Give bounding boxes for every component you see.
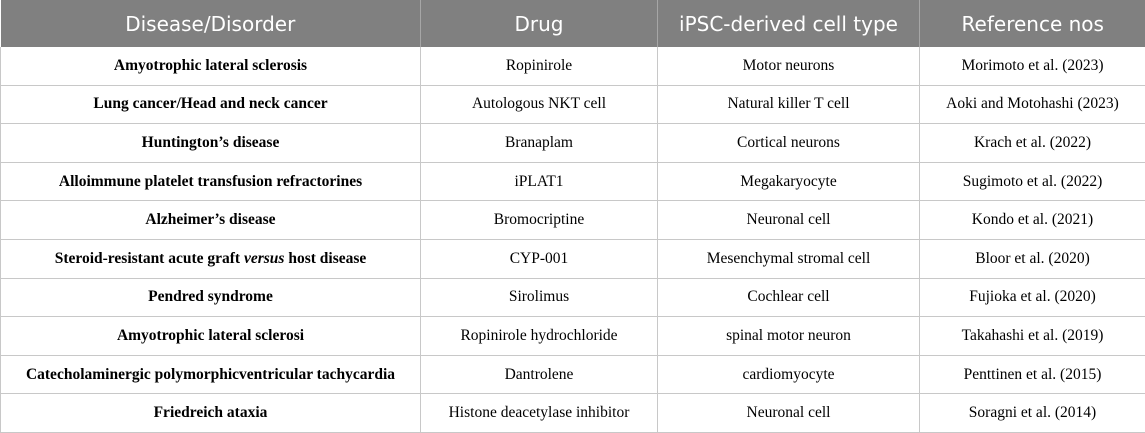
- reference-cell: Krach et al. (2022): [920, 124, 1145, 163]
- cell-type-cell: Natural killer T cell: [658, 85, 920, 124]
- disease-text-post: host disease: [284, 249, 367, 267]
- reference-cell: Soragni et al. (2014): [920, 394, 1145, 433]
- disease-cell: Alloimmune platelet transfusion refractorines: [1, 162, 421, 201]
- reference-cell: Bloor et al. (2020): [920, 239, 1145, 278]
- drug-cell: Branaplam: [421, 124, 658, 163]
- disease-cell: Catecholaminergic polymorphicventricular tachycardia: [1, 355, 421, 394]
- drug-cell: Sirolimus: [421, 278, 658, 317]
- disease-cell: Amyotrophic lateral sclerosi: [1, 317, 421, 356]
- cell-type-cell: Cortical neurons: [658, 124, 920, 163]
- disease-cell: Friedreich ataxia: [1, 394, 421, 433]
- table-header: [1, 0, 1145, 47]
- reference-cell: Takahashi et al. (2019): [920, 317, 1145, 356]
- header-cell-type: iPSC-derived cell type: [658, 0, 920, 47]
- reference-cell: Kondo et al. (2021): [920, 201, 1145, 240]
- header-drug: Drug: [421, 0, 658, 47]
- cell-type-cell: Motor neurons: [658, 47, 920, 85]
- drug-cell: iPLAT1: [421, 162, 658, 201]
- cell-type-cell: Neuronal cell: [658, 394, 920, 433]
- header-disease: Disease/Disorder: [1, 0, 421, 47]
- drug-cell: Autologous NKT cell: [421, 85, 658, 124]
- cell-type-cell: Megakaryocyte: [658, 162, 920, 201]
- disease-cell: Pendred syndrome: [1, 278, 421, 317]
- table-row: [1, 201, 1145, 240]
- drug-cell: Histone deacetylase inhibitor: [421, 394, 658, 433]
- cell-type-cell: Mesenchymal stromal cell: [658, 239, 920, 278]
- disease-text-pre: Steroid-resistant acute graft: [54, 249, 244, 267]
- cell-type-cell: spinal motor neuron: [658, 317, 920, 356]
- drug-cell: Dantrolene: [421, 355, 658, 394]
- cell-type-cell: Cochlear cell: [658, 278, 920, 317]
- table-row: [1, 394, 1145, 433]
- reference-cell: Fujioka et al. (2020): [920, 278, 1145, 317]
- header-row: [1, 0, 1145, 47]
- table-row: [1, 317, 1145, 356]
- table-row: [1, 239, 1145, 278]
- reference-cell: Morimoto et al. (2023): [920, 47, 1145, 85]
- reference-cell: Sugimoto et al. (2022): [920, 162, 1145, 201]
- table-row: [1, 162, 1145, 201]
- disease-cell: [1, 239, 421, 278]
- drug-cell: CYP-001: [421, 239, 658, 278]
- table-row: [1, 47, 1145, 85]
- drug-cell: Bromocriptine: [421, 201, 658, 240]
- table-row: [1, 355, 1145, 394]
- table-row: [1, 124, 1145, 163]
- drug-cell: Ropinirole hydrochloride: [421, 317, 658, 356]
- drug-cell: Ropinirole: [421, 47, 658, 85]
- cell-type-cell: cardiomyocyte: [658, 355, 920, 394]
- reference-cell: Aoki and Motohashi (2023): [920, 85, 1145, 124]
- reference-cell: Penttinen et al. (2015): [920, 355, 1145, 394]
- disease-cell: Alzheimer’s disease: [1, 201, 421, 240]
- header-reference: Reference nos: [920, 0, 1145, 47]
- disease-cell: Lung cancer/Head and neck cancer: [1, 85, 421, 124]
- table-row: [1, 85, 1145, 124]
- disease-cell: Amyotrophic lateral sclerosis: [1, 47, 421, 85]
- disease-text-italic: versus: [243, 249, 285, 267]
- cell-type-cell: Neuronal cell: [658, 201, 920, 240]
- table-row: [1, 278, 1145, 317]
- table-body: [1, 47, 1145, 432]
- disease-cell: Huntington’s disease: [1, 124, 421, 163]
